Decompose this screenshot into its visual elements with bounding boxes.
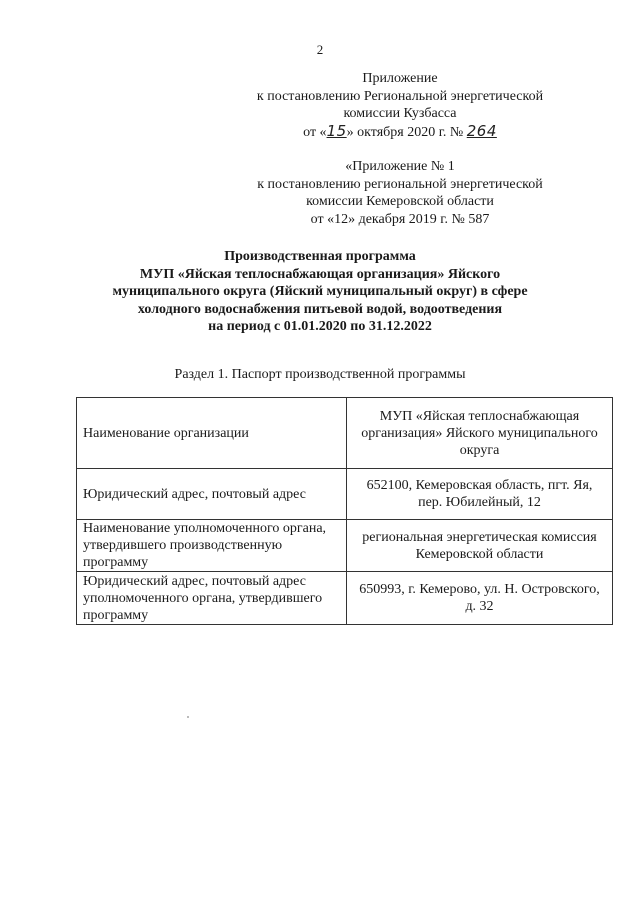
scan-speck — [187, 716, 189, 718]
prior-appendix-header — [230, 158, 570, 228]
row-value: МУП «Яйская теплоснабжающая организация» Яйского муниципального округа — [347, 398, 613, 469]
row-label: Наименование организации — [77, 398, 347, 469]
title-line-4: холодного водоснабжения питьевой водой, водоотведения — [137, 301, 503, 317]
row-value: 650993, г. Кемерово, ул. Н. Островского, д. 32 — [347, 572, 613, 625]
section-title: Раздел 1. Паспорт производственной программы — [174, 367, 466, 382]
appendix-header — [230, 70, 570, 141]
document-title — [60, 248, 580, 336]
appendix-date-mid: » октября 2020 г. № — [346, 124, 464, 140]
prior-appendix-commission-line: комиссии Кемеровской области — [306, 194, 494, 209]
table-row — [77, 572, 613, 625]
prior-appendix-label: «Приложение № 1 — [345, 159, 455, 174]
appendix-date-line — [230, 123, 570, 142]
prior-appendix-date-line: от «12» декабря 2019 г. № 587 — [310, 211, 490, 227]
title-line-3: муниципального округа (Яйский муниципальный округ) в сфере — [112, 284, 528, 299]
title-line-1: Производственная программа — [224, 249, 416, 264]
prior-appendix-resolution-line: к постановлению региональной энергетической — [257, 176, 543, 192]
row-value: региональная энергетическая комиссия Кемеровской области — [347, 520, 613, 572]
title-line-2: МУП «Яйская теплоснабжающая организация» Яйского — [139, 266, 501, 282]
page-number: 2 — [316, 42, 324, 57]
table-row — [77, 520, 613, 572]
title-line-5: на период с 01.01.2020 по 31.12.2022 — [208, 319, 432, 334]
handwritten-day: 15 — [326, 121, 347, 140]
table-row — [77, 398, 613, 469]
passport-table — [76, 397, 613, 625]
handwritten-number: 264 — [466, 121, 497, 140]
row-label: Юридический адрес, почтовый адрес — [77, 469, 347, 520]
row-value: 652100, Кемеровская область, пгт. Яя, пер. Юбилейный, 12 — [347, 469, 613, 520]
appendix-commission-line: комиссии Кузбасса — [343, 106, 457, 121]
appendix-date-prefix: от « — [303, 124, 327, 140]
table-row — [77, 469, 613, 520]
row-label: Наименование уполномоченного органа, утвердившего производственную программу — [77, 520, 347, 572]
appendix-label: Приложение — [362, 71, 438, 86]
appendix-resolution-line: к постановлению Региональной энергетической — [256, 88, 544, 104]
row-label: Юридический адрес, почтовый адрес уполномоченного органа, утвердившего программу — [77, 572, 347, 625]
